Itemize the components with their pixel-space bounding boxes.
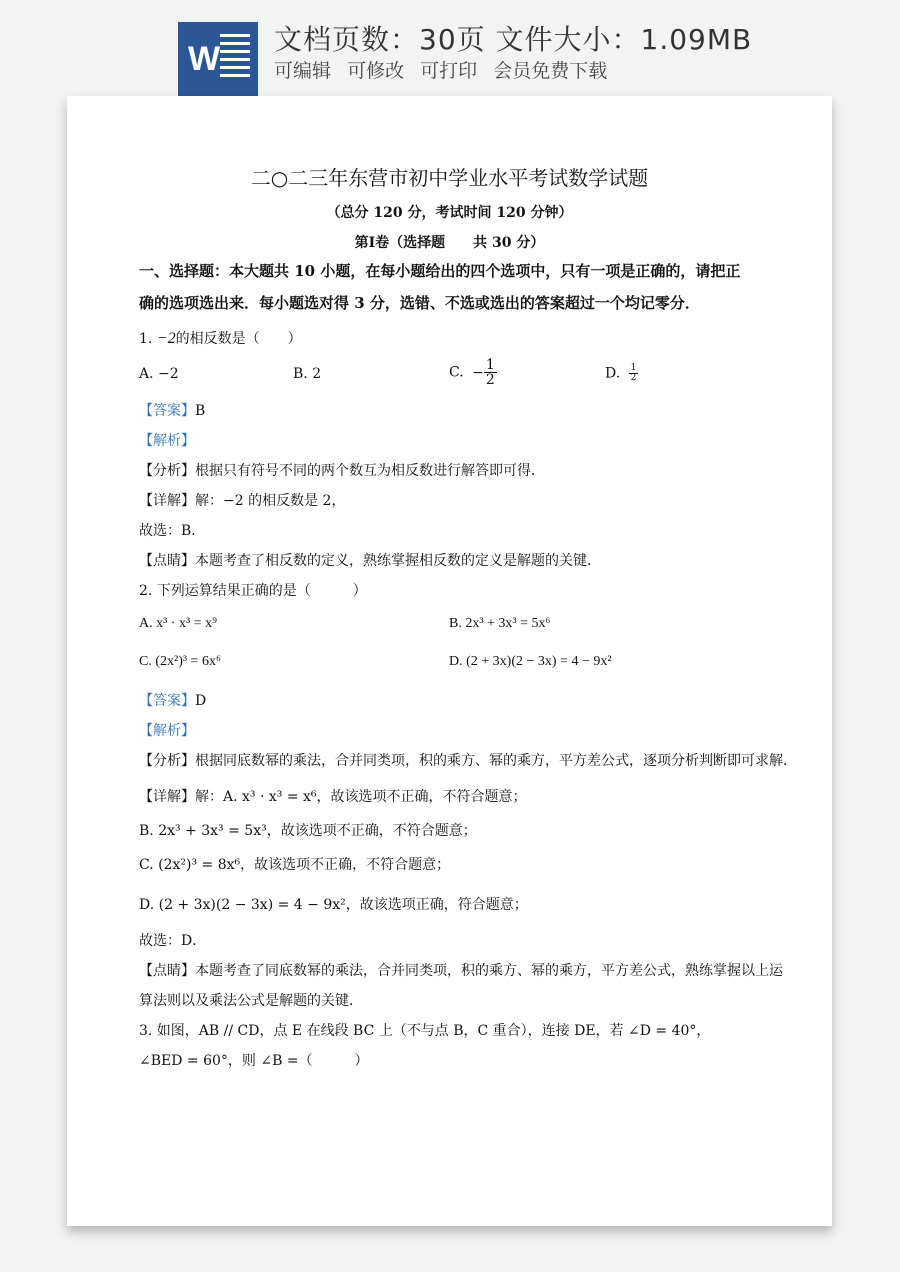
- feature-printable: 可打印: [420, 60, 478, 82]
- header-subtitle: [274, 56, 617, 83]
- doc-title: 二○二三年东营市初中学业水平考试数学试题: [250, 166, 649, 190]
- q1-xiangjie: 【详解】解：−2 的相反数是 2，: [139, 493, 346, 509]
- q1-answer: 【答案】B: [139, 403, 206, 419]
- q2-answer: 【答案】D: [139, 693, 207, 709]
- word-document-icon: W: [178, 22, 258, 96]
- doc-subtitle: （总分 120 分，考试时间 120 分钟）: [326, 205, 573, 221]
- feature-editable: 可编辑: [274, 60, 332, 82]
- q1-analysis-tag: 【解析】: [139, 433, 195, 449]
- section-instruction-line-1: 一、选择题：本大题共 10 小题，在每小题给出的四个选项中，只有一项是正确的，请把正: [139, 262, 741, 280]
- q2-option-c: C. (2x²)³ = 6x⁶: [139, 654, 221, 669]
- q2-line-d: D. (2 + 3x)(2 − 3x) = 4 − 9x²，故该选项正确，符合题意；: [139, 897, 528, 913]
- q3-stem-line-2: ∠BED = 60°，则 ∠B =（ ）: [139, 1053, 369, 1069]
- q1-fenxi: 【分析】根据只有符号不同的两个数互为相反数进行解答即可得．: [139, 463, 545, 479]
- q1-option-a: A. −2: [139, 366, 179, 382]
- q2-option-a: A. x³ · x³ = x⁹: [139, 616, 217, 631]
- feature-member-download: 会员免费下载: [493, 60, 608, 82]
- q1-dianjing: 【点睛】本题考查了相反数的定义，熟练掌握相反数的定义是解题的关键．: [139, 553, 601, 569]
- q1-option-b: B. 2: [293, 366, 322, 382]
- q2-line-c: C. (2x²)³ = 8x⁶，故该选项不正确，不符合题意；: [139, 857, 451, 873]
- q2-line-b: B. 2x³ + 3x³ = 5x³，故该选项不正确，不符合题意；: [139, 823, 477, 839]
- q2-analysis-tag: 【解析】: [139, 723, 195, 739]
- q2-choose: 故选：D．: [139, 933, 207, 949]
- q2-option-b: B. 2x³ + 3x³ = 5x⁶: [449, 616, 551, 631]
- header-title: 文档页数：30页 文件大小：1.09MB: [274, 23, 753, 56]
- q2-stem: 2. 下列运算结果正确的是（ ）: [139, 583, 367, 599]
- q2-dianjing-line-1: 【点睛】本题考查了同底数幂的乘法，合并同类项，积的乘方、幂的乘方，平方差公式，熟练掌握以上运: [139, 963, 783, 979]
- q3-stem-line-1: 3. 如图，AB // CD，点 E 在线段 BC 上（不与点 B，C 重合），连接 DE，若 ∠D = 40°，: [139, 1023, 711, 1039]
- feature-modifiable: 可修改: [347, 60, 405, 82]
- download-header: [0, 0, 900, 96]
- document-page: [67, 96, 832, 1226]
- q2-dianjing-line-2: 算法则以及乘法公式是解题的关键．: [139, 993, 363, 1009]
- doc-part-heading: 第Ⅰ卷（选择题 共 30 分）: [354, 235, 545, 251]
- q2-fenxi: 【分析】根据同底数幂的乘法，合并同类项，积的乘方、幂的乘方，平方差公式，逐项分析判断即可求解．: [139, 753, 797, 769]
- q1-option-d: D. $\frac{1}{2}$: [605, 363, 637, 383]
- q1-stem: 1. −2的相反数是（ ）: [139, 330, 302, 347]
- q1-choose: 故选：B．: [139, 523, 206, 539]
- q2-option-d: D. (2 + 3x)(2 − 3x) = 4 − 9x²: [449, 654, 612, 669]
- q1-option-c: C. − $\frac{1}{2}$: [449, 357, 495, 388]
- section-instruction-line-2: 确的选项选出来．每小题选对得 3 分，选错、不选或选出的答案超过一个均记零分．: [139, 294, 700, 312]
- q2-xiangjie: 【详解】解：A. x³ · x³ = x⁶，故该选项不正确，不符合题意；: [139, 789, 527, 805]
